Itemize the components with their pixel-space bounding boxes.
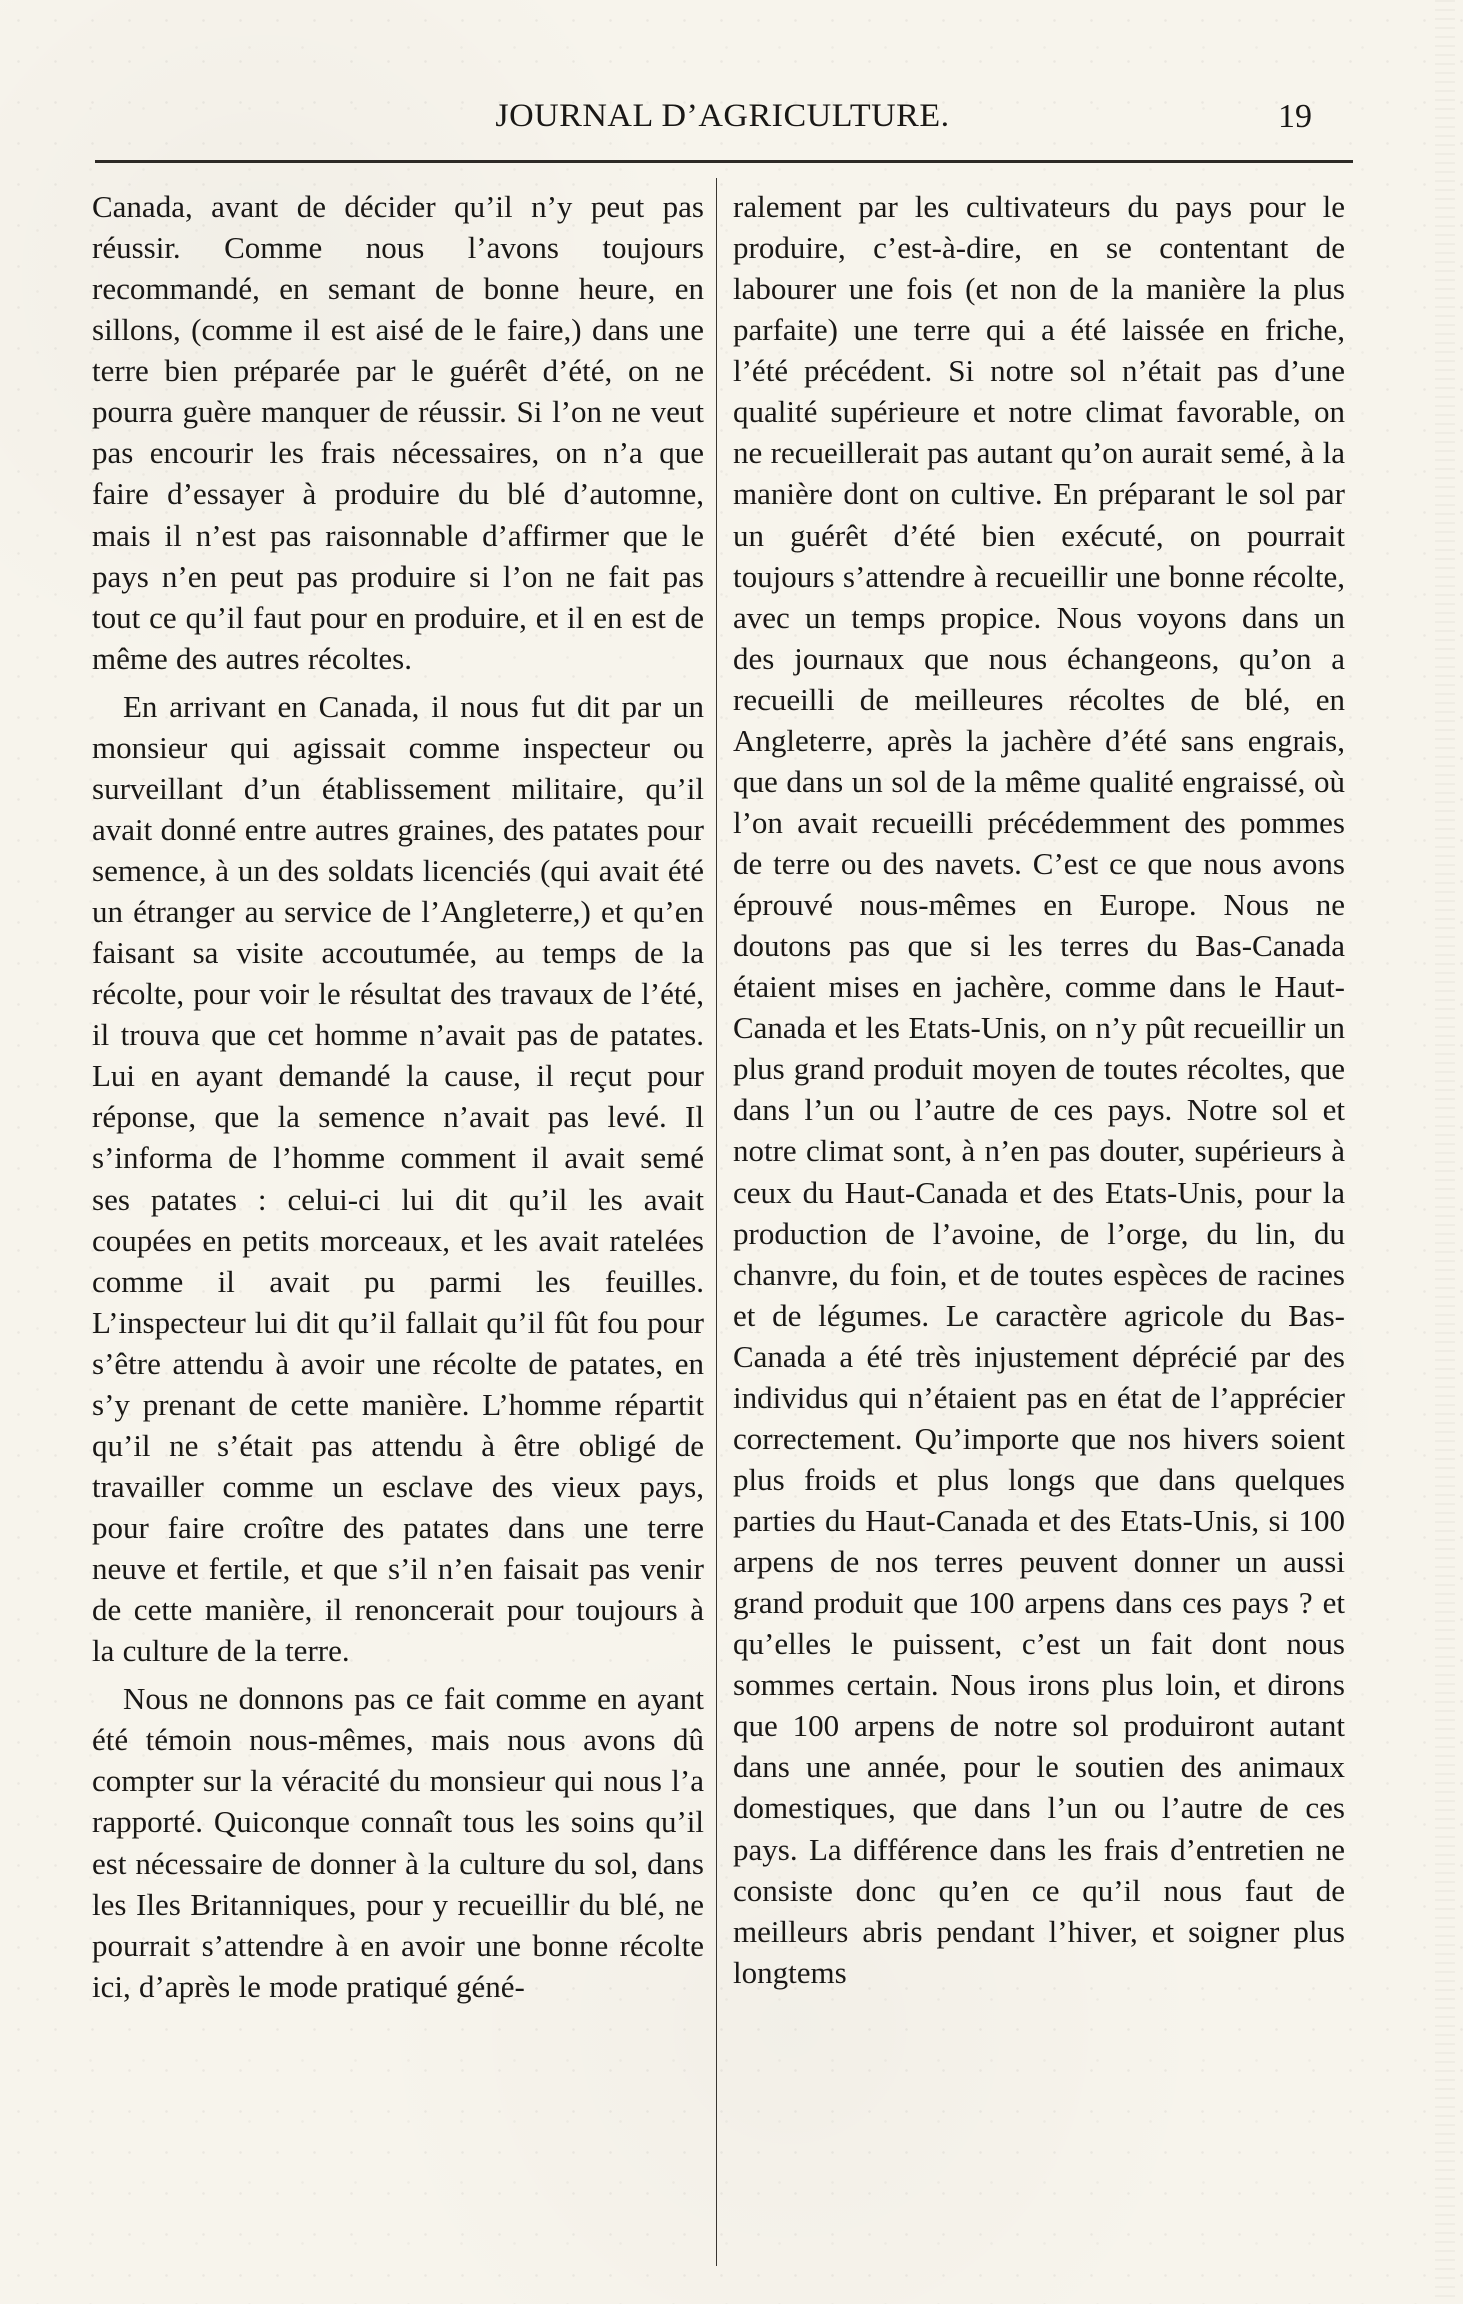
right-paragraph-1: ralement par les cultivateurs du pays pour le produire, c’est-à-dire, en se contentant de labourer une fois (et non de la manière la plus parfaite) une terre qui a été laissée en friche, l’été précédent. Si notre sol n’était pas d’une qualité supérieure et notre climat favorable, on ne recueillerait pas autant qu’on aurait semé, à la manière dont on cultive. En préparant le sol par un guérêt d’été bien exécuté, on pourrait toujours s’attendre à recueillir une bonne récolte, avec un temps propice. Nous voyons dans un des journaux que nous échangeons, qu’on a recueilli de meilleures récoltes de blé, en Angleterre, après la jachère d’été sans engrais, que dans un sol de la même qualité engraissé, où l’on avait recueilli précédemment des pommes de terre ou des navets. C’est ce que nous avons éprouvé nous-mêmes en Europe. Nous ne doutons pas que si les terres du Bas-Canada étaient mises en jachère, comme dans le Haut-Canada et les Etats-Unis, on n’y pût recueillir un plus grand produit moyen de toutes récoltes, que dans l’un ou l’autre de ces pays. Notre sol et notre climat sont, à n’en pas douter, supérieurs à ceux du Haut-Canada et des Etats-Unis, pour la production de l’avoine, de l’orge, du lin, du chanvre, du foin, et de toutes espèces de racines et de légumes. Le caractère agricole du Bas-Canada a été très injustement déprécié par des individus qui n’étaient pas en état de l’apprécier correctement. Qu’importe que nos hivers soient plus froids et plus longs que dans quelques parties du Haut-Canada et des Etats-Unis, si 100 arpens de nos terres peuvent donner un aussi grand produit que 100 arpens dans ces pays ? et qu’elles le puissent, c’est un fait dont nous sommes certain. Nous irons plus loin, et dirons que 100 arpens de notre sol produiront autant dans une année, pour le soutien des animaux domestiques, que dans l’un ou l’autre de ces pays. La différence dans les frais d’entretien ne consiste donc qu’en ce qu’il nous faut de meilleurs abris pendant l’hiver, et soigner plus longtems — [733, 189, 1345, 1990]
page-number: 19 — [1278, 98, 1312, 135]
left-paragraph-3: Nous ne donnons pas ce fait comme en ayant été témoin nous-mêmes, mais nous avons dû compter sur la véracité du monsieur qui nous l’a rapporté. Quiconque connaît tous les soins qu’il est nécessaire de donner à la culture du sol, dans les Iles Britanniques, pour y recueillir du blé, ne pourrait s’attendre à en avoir une bonne récolte ici, d’après le mode pratiqué géné- — [92, 1681, 704, 2004]
page-edge-speckles — [1435, 0, 1455, 2304]
left-column — [92, 186, 704, 2014]
running-title: JOURNAL D’AGRICULTURE. — [495, 98, 950, 134]
column-divider — [716, 178, 717, 2266]
left-paragraph-1: Canada, avant de décider qu’il n’y peut pas réussir. Comme nous l’avons toujours recommandé, en semant de bonne heure, en sillons, (comme il est aisé de le faire,) dans une terre bien préparée par le guérêt d’été, on ne pourra guère manquer de réussir. Si l’on ne veut pas encourir les frais nécessaires, on n’a que faire d’essayer à produire du blé d’automne, mais il n’est pas raisonnable d’affirmer que le pays n’en peut pas produire si l’on ne fait pas tout ce qu’il faut pour en produire, et il en est de même des autres récoltes. — [92, 189, 704, 676]
right-column — [733, 186, 1345, 2000]
left-paragraph-2: En arrivant en Canada, il nous fut dit par un monsieur qui agissait comme inspecteur ou surveillant d’un établissement militaire, qu’il avait donné entre autres graines, des patates pour semence, à un des soldats licenciés (qui avait été un étranger au service de l’Angleterre,) et qu’en faisant sa visite accoutumée, au temps de la récolte, pour voir le résultat des travaux de l’été, il trouva que cet homme n’avait pas de patates. Lui en ayant demandé la cause, il reçut pour réponse, que la semence n’avait pas levé. Il s’informa de l’homme comment il avait semé ses patates : celui-ci lui dit qu’il les avait coupées en petits morceaux, et les avait ratelées comme il avait pu parmi les feuilles. L’inspecteur lui dit qu’il fallait qu’il fût fou pour s’être attendu à avoir une récolte de patates, en s’y prenant de cette manière. L’homme répartit qu’il ne s’était pas attendu à être obligé de travailler comme un esclave des vieux pays, pour faire croître des patates dans une terre neuve et fertile, et que s’il n’en faisait pas venir de cette manière, il renoncerait pour toujours à la culture de la terre. — [92, 688, 704, 1669]
header-rule — [95, 160, 1353, 163]
page-header — [95, 100, 1350, 146]
